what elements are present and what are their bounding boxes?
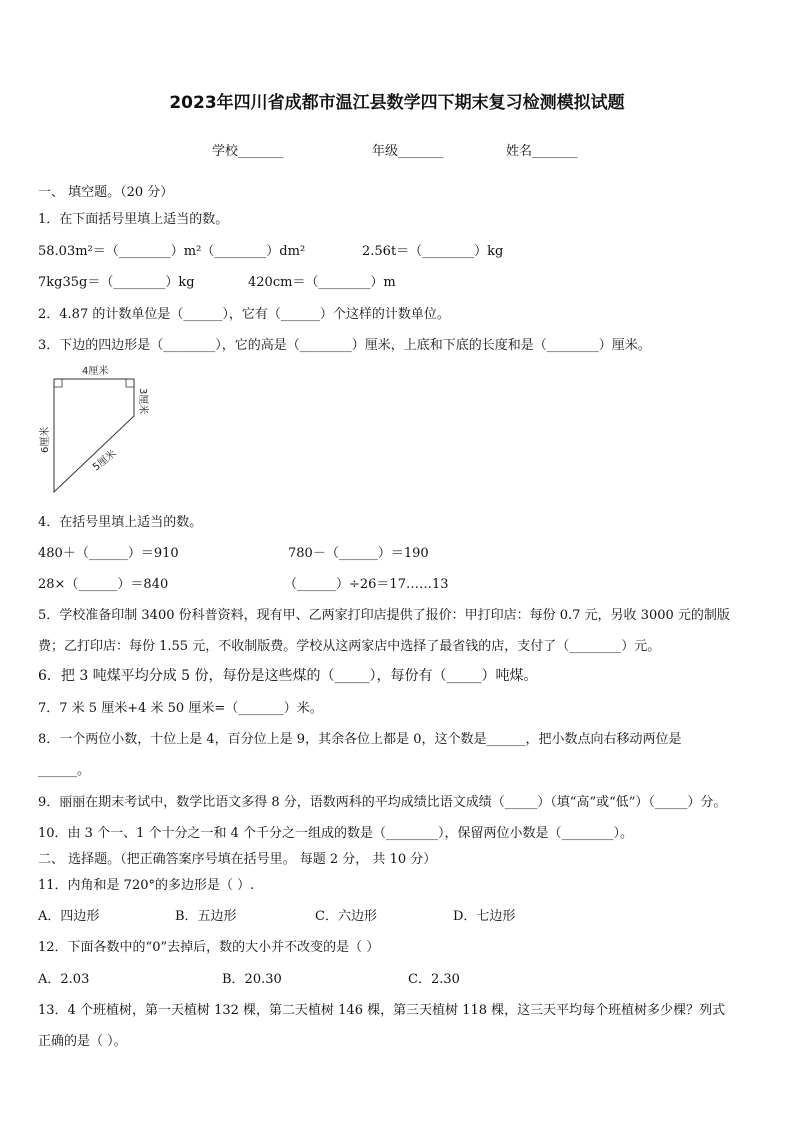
figure-label-top: 4厘米 [82,366,109,377]
question-12-option-c: C．2.30 [408,972,460,987]
question-11-option-a: A．四边形 [38,909,100,924]
question-4-item-a: 480＋（______）＝910 [38,546,179,561]
figure-label-left: 6厘米 [40,426,51,453]
question-1-item-b: 2.56t＝（________）kg [362,244,504,259]
question-11-option-d: D．七边形 [453,909,516,924]
quadrilateral-figure [36,360,166,500]
school-field: 学校_______ [212,144,284,159]
question-4: 4．在括号里填上适当的数。 [38,515,203,530]
question-1-item-a: 58.03m²＝（________）m²（________）dm² [38,244,306,259]
question-5-line-2: 费；乙打印店：每份 1.55 元，不收制版费。学校从这两家店中选择了最省钱的店，支付了（________）元。 [38,639,661,654]
question-3: 3．下边的四边形是（________），它的高是（________）厘米，上底和下底的长度和是（________）厘米。 [38,338,651,353]
question-8-line-2: ______。 [38,763,91,778]
question-9: 9．丽丽在期末考试中，数学比语文多得 8 分，语数两科的平均成绩比语文成绩（_____）（填“高”或“低”）（_____）分。 [38,795,727,810]
section-2-header: 二、 选择题。（把正确答案序号填在括号里。 每题 2 分， 共 10 分） [38,852,437,867]
question-4-item-b: 780－（______）＝190 [288,546,429,561]
question-12: 12．下面各数中的“0”去掉后，数的大小并不改变的是（ ） [38,940,380,955]
question-8-line-1: 8．一个两位小数，十位上是 4，百分位上是 9，其余各位上都是 0，这个数是______，把小数点向右移动两位是 [38,732,682,747]
page-title: 2023年四川省成都市温江县数学四下期末复习检测模拟试题 [169,93,625,113]
figure-label-slant: 5厘米 [90,448,119,474]
question-1: 1．在下面括号里填上适当的数。 [38,212,229,227]
question-11-option-b: B．五边形 [175,909,237,924]
question-4-item-d: （______）÷26＝17……13 [284,577,449,592]
question-13-line-2: 正确的是（ ）。 [38,1034,127,1049]
question-1-item-c: 7kg35g＝（________）kg [38,275,195,290]
question-11-option-c: C．六边形 [315,909,377,924]
question-2: 2．4.87 的计数单位是（______），它有（______）个这样的计数单位。 [38,307,450,322]
question-6: 6．把 3 吨煤平均分成 5 份，每份是这些煤的（_____），每份有（_____）吨煤。 [38,668,538,684]
question-11: 11．内角和是 720°的多边形是（ ）. [38,878,255,893]
question-5-line-1: 5．学校准备印制 3400 份科普资料，现有甲、乙两家打印店提供了报价：甲打印店：每份 0.7 元，另收 3000 元的制版 [38,608,730,623]
question-4-item-c: 28×（______）＝840 [38,577,169,592]
grade-field: 年级_______ [372,144,444,159]
question-10: 10．由 3 个一、1 个十分之一和 4 个千分之一组成的数是（________），保留两位小数是（________）。 [38,826,634,841]
question-12-option-b: B．20.30 [222,972,282,987]
question-1-item-d: 420cm＝（________）m [248,275,396,290]
question-13-line-1: 13．4 个班植树，第一天植树 132 棵，第二天植树 146 棵，第三天植树 118 棵，这三天平均每个班植树多少棵？列式 [38,1003,726,1018]
question-12-option-a: A．2.03 [38,972,90,987]
figure-label-right: 3厘米 [137,388,148,415]
question-7: 7．7 米 5 厘米+4 米 50 厘米=（_______）米。 [38,701,323,716]
name-field: 姓名_______ [506,144,578,159]
section-1-header: 一、 填空题。（20 分） [38,185,174,200]
